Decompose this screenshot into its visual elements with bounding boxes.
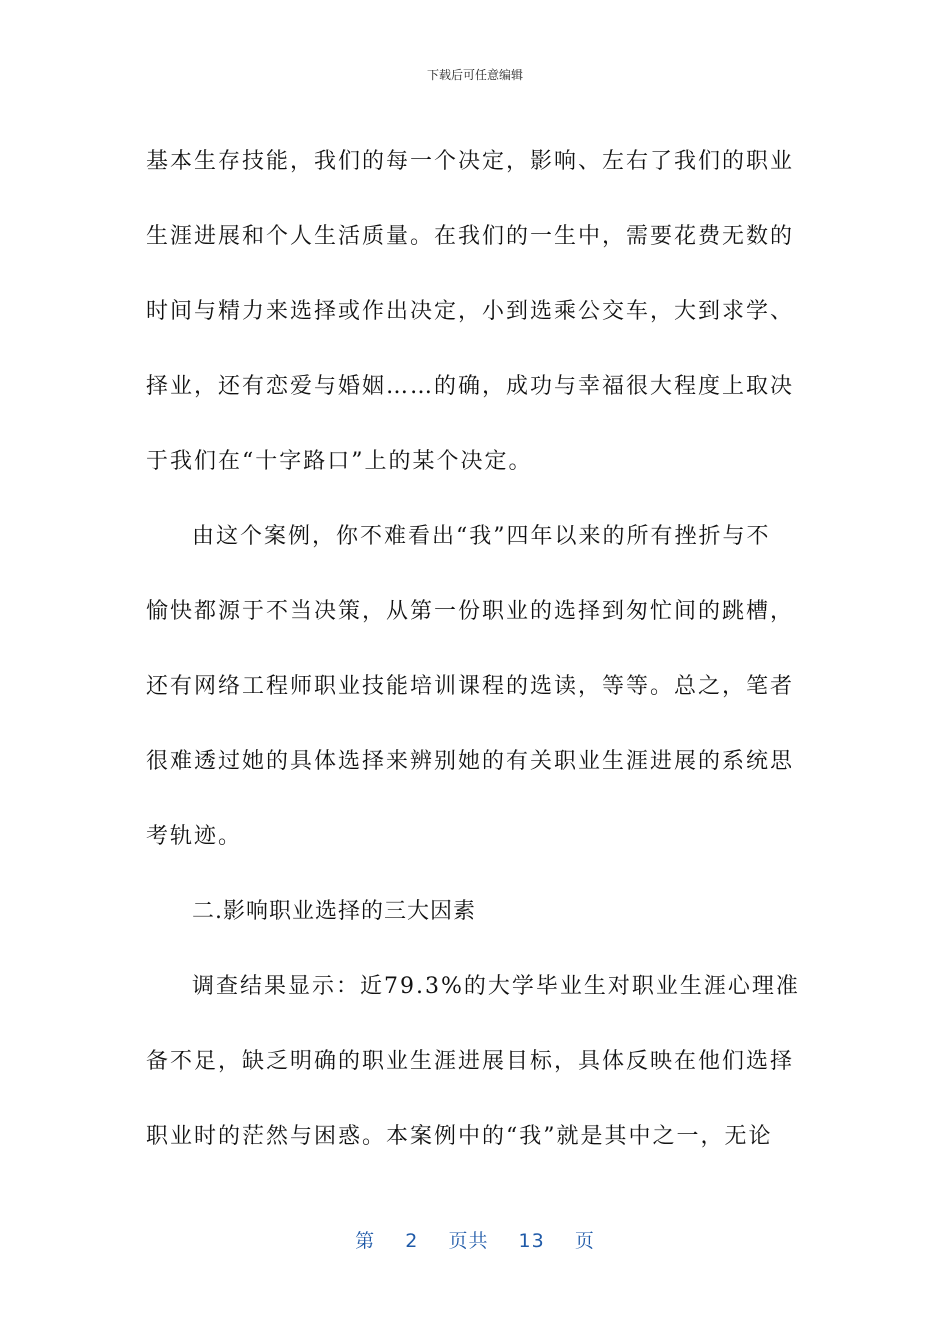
footer-total-pages: 13 xyxy=(518,1230,545,1252)
footer-middle: 页共 xyxy=(448,1230,489,1252)
paragraph-1 xyxy=(146,124,795,499)
text-line: 时间与精力来选择或作出决定，小到选乘公交车，大到求学、 xyxy=(146,299,795,324)
text-line: 由这个案例，你不难看出“我”四年以来的所有挫折与不 xyxy=(192,524,771,549)
text-line: 备不足，缺乏明确的职业生涯进展目标，具体反映在他们选择 xyxy=(146,1049,795,1074)
footer-page-number: 2 xyxy=(405,1230,419,1252)
document-body xyxy=(146,124,800,1174)
paragraph-3 xyxy=(146,949,800,1174)
text-line: 还有网络工程师职业技能培训课程的选读，等等。总之，笔者 xyxy=(146,674,795,699)
text-line: 择业，还有恋爱与婚姻……的确，成功与幸福很大程度上取决 xyxy=(146,374,795,399)
text-line: 生涯进展和个人生活质量。在我们的一生中，需要花费无数的 xyxy=(146,224,795,249)
text-line: 很难透过她的具体选择来辨别她的有关职业生涯进展的系统思 xyxy=(146,749,795,774)
text-line: 调查结果显示：近79.3%的大学毕业生对职业生涯心理准 xyxy=(192,974,800,999)
footer-prefix: 第 xyxy=(355,1230,376,1252)
text-line: 考轨迹。 xyxy=(146,824,243,849)
text-line: 基本生存技能，我们的每一个决定，影响、左右了我们的职业 xyxy=(146,149,795,174)
page-footer xyxy=(0,1226,950,1253)
footer-suffix: 页 xyxy=(574,1230,595,1252)
paragraph-2 xyxy=(146,499,795,874)
text-line: 职业时的茫然与困惑。本案例中的“我”就是其中之一，无论 xyxy=(146,1124,773,1149)
section-heading: 二.影响职业选择的三大因素 xyxy=(192,899,476,924)
text-line: 于我们在“十字路口”上的某个决定。 xyxy=(146,449,533,474)
header-note: 下载后可任意编辑 xyxy=(426,68,523,82)
text-line: 愉快都源于不当决策，从第一份职业的选择到匆忙间的跳槽， xyxy=(146,599,795,624)
